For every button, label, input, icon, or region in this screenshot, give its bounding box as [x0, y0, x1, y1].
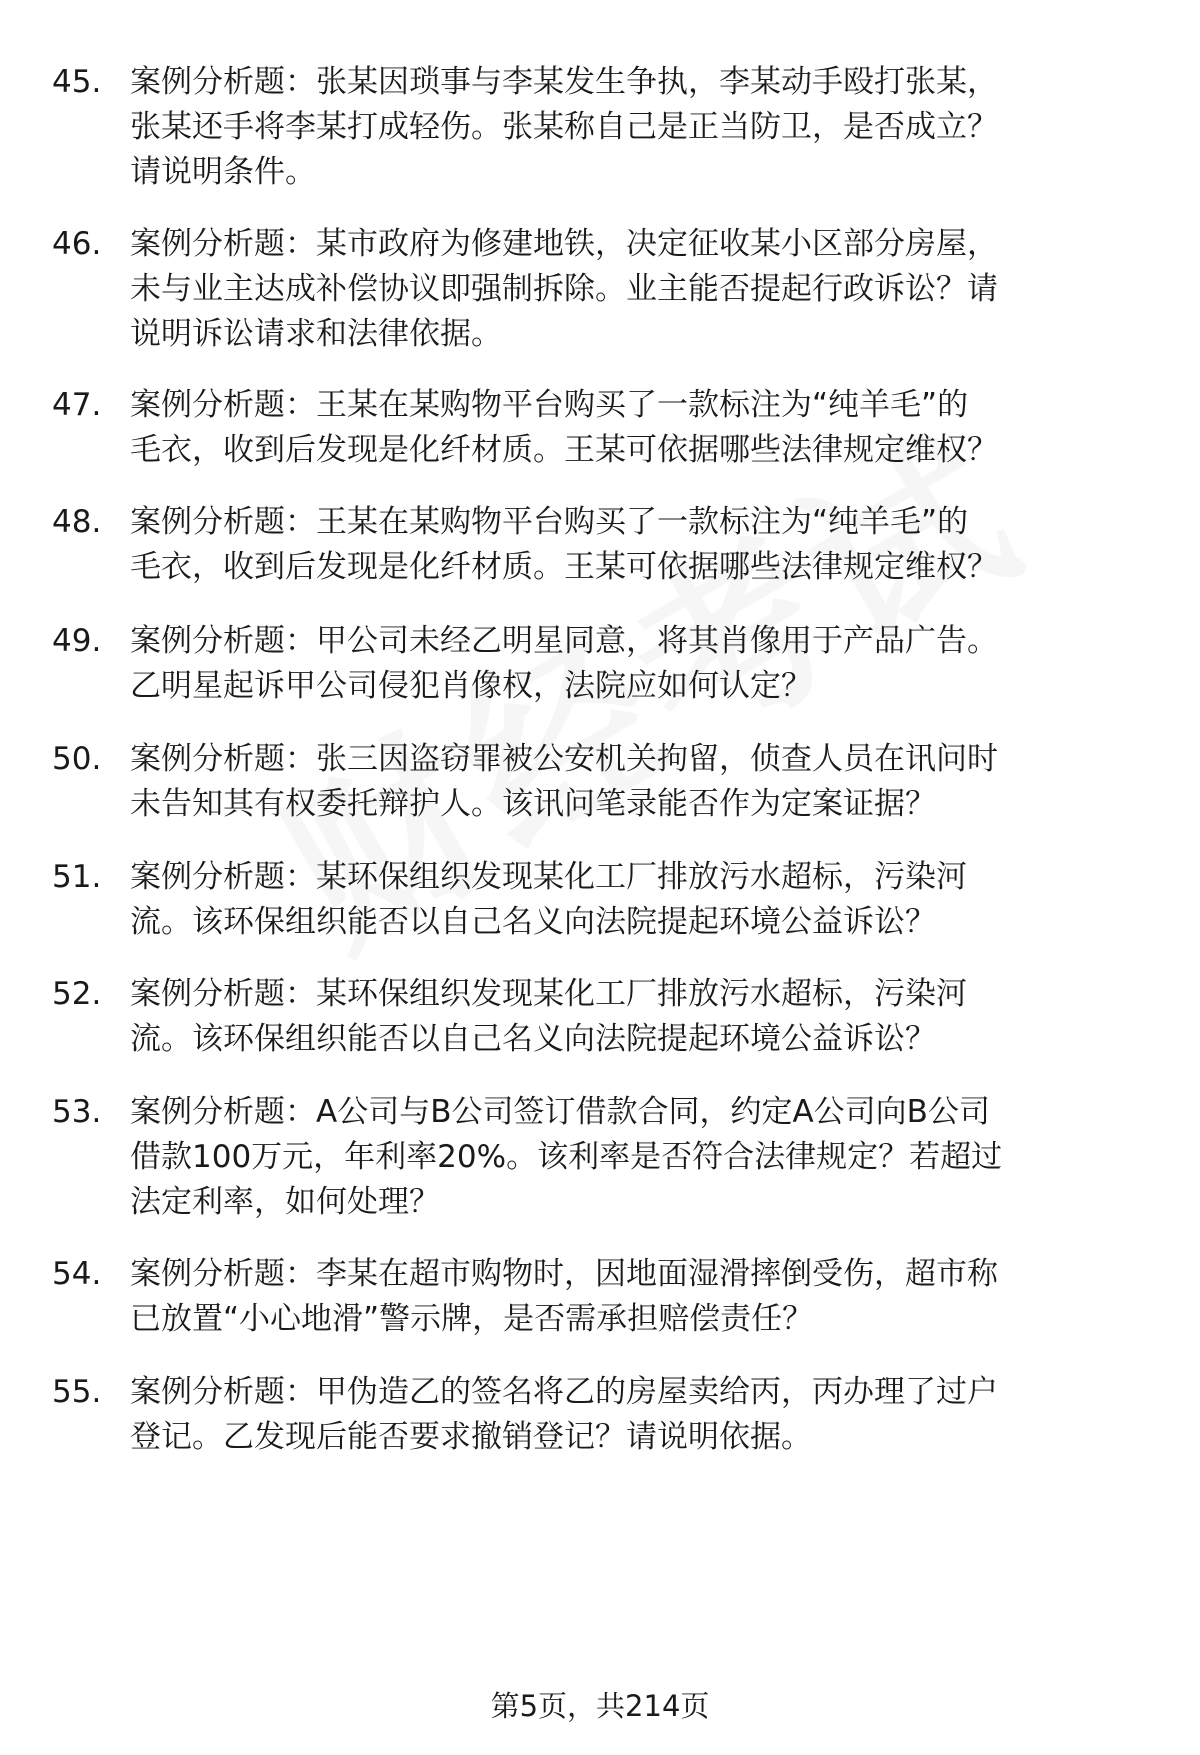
question-text: 案例分析题：张三因盗窃罪被公安机关拘留，侦查人员在讯问时 未告知其有权委托辩护人。该讯问笔录能否作为定案证据？ [130, 741, 998, 822]
question-49 [52, 619, 1150, 709]
question-53 [52, 1090, 1150, 1225]
question-text: 案例分析题：某环保组织发现某化工厂排放污水超标，污染河 流。该环保组织能否以自己名义向法院提起环境公益诉讼？ [130, 859, 967, 940]
question-text: 案例分析题：甲公司未经乙明星同意，将其肖像用于产品广告。 乙明星起诉甲公司侵犯肖像权，法院应如何认定？ [130, 623, 998, 704]
question-number: 53. [52, 1094, 102, 1130]
question-text: 案例分析题：某环保组织发现某化工厂排放污水超标，污染河 流。该环保组织能否以自己名义向法院提起环境公益诉讼？ [130, 976, 967, 1057]
question-51 [52, 855, 1150, 945]
question-text: 案例分析题：李某在超市购物时，因地面湿滑摔倒受伤，超市称 已放置“小心地滑”警示牌，是否需承担赔偿责任？ [130, 1256, 998, 1337]
question-47 [52, 383, 1150, 473]
question-50 [52, 737, 1150, 827]
question-number: 50. [52, 741, 102, 777]
question-number: 52. [52, 976, 102, 1012]
question-54 [52, 1252, 1150, 1342]
question-number: 51. [52, 859, 102, 895]
question-number: 55. [52, 1374, 102, 1410]
question-number: 48. [52, 504, 102, 540]
question-number: 45. [52, 64, 102, 100]
question-number: 47. [52, 387, 102, 423]
question-45 [52, 60, 1150, 195]
question-52 [52, 972, 1150, 1062]
page-footer: 第5页，共214页 [490, 1689, 710, 1723]
question-number: 49. [52, 623, 102, 659]
question-text: 案例分析题：王某在某购物平台购买了一款标注为“纯羊毛”的 毛衣，收到后发现是化纤材质。王某可依据哪些法律规定维权？ [130, 504, 998, 585]
question-text: 案例分析题：王某在某购物平台购买了一款标注为“纯羊毛”的 毛衣，收到后发现是化纤材质。王某可依据哪些法律规定维权？ [130, 387, 998, 468]
question-number: 54. [52, 1256, 102, 1292]
question-number: 46. [52, 226, 102, 262]
question-text: 案例分析题：张某因琐事与李某发生争执，李某动手殴打张某， 张某还手将李某打成轻伤。张某称自己是正当防卫，是否成立？ 请说明条件。 [130, 64, 998, 190]
question-55 [52, 1370, 1150, 1460]
question-text: 案例分析题：A公司与B公司签订借款合同，约定A公司向B公司 借款100万元，年利率20%。该利率是否符合法律规定？若超过 法定利率，如何处理？ [130, 1094, 1003, 1220]
question-text: 案例分析题：某市政府为修建地铁，决定征收某小区部分房屋， 未与业主达成补偿协议即强制拆除。业主能否提起行政诉讼？请 说明诉讼请求和法律依据。 [130, 226, 998, 352]
question-48 [52, 500, 1150, 590]
question-46 [52, 222, 1150, 357]
question-text: 案例分析题：甲伪造乙的签名将乙的房屋卖给丙，丙办理了过户 登记。乙发现后能否要求撤销登记？请说明依据。 [130, 1374, 998, 1455]
